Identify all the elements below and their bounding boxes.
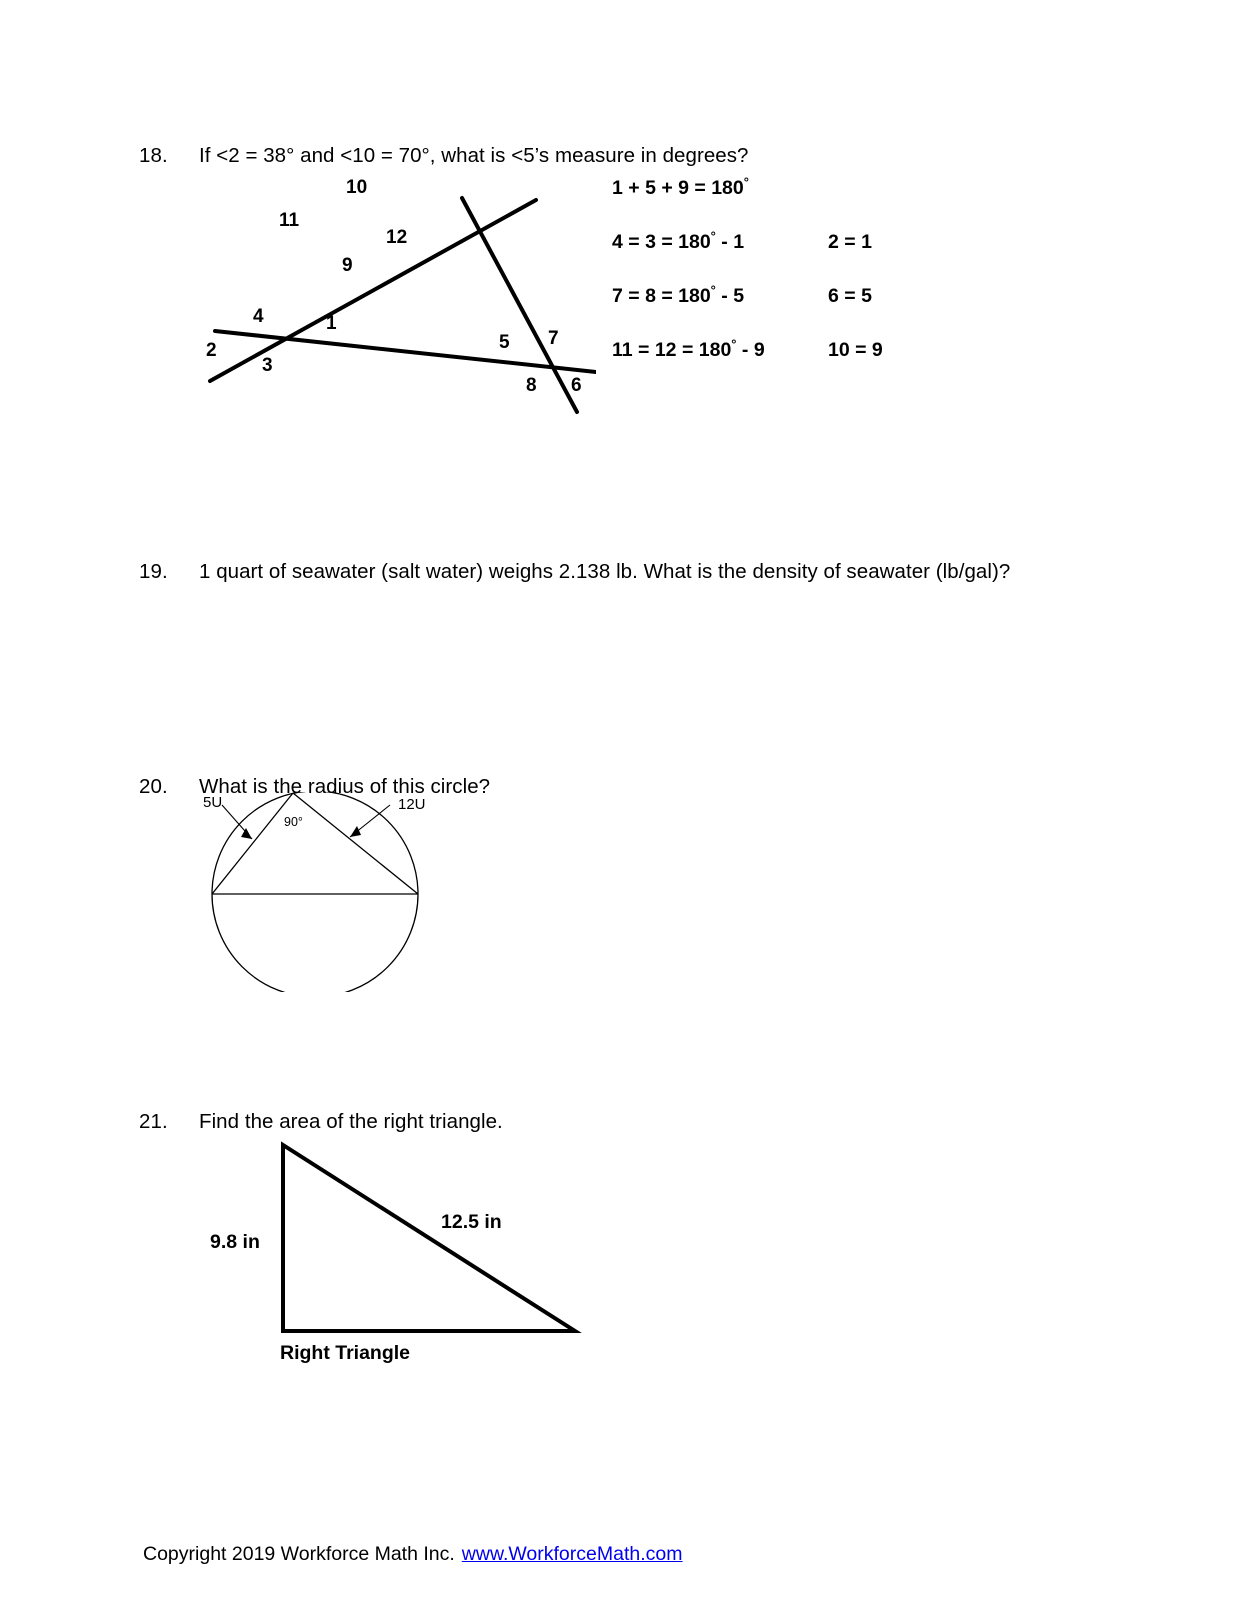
- equation-4-degree: °: [731, 336, 737, 352]
- equation-4-side: 10 = 9: [828, 339, 883, 361]
- equation-row-1: [612, 174, 942, 231]
- angle-label-8: 8: [526, 375, 537, 396]
- question-18-text: If <2 = 38° and <10 = 70°, what is <5’s measure in degrees?: [199, 144, 749, 167]
- equation-1-left: 1 + 5 + 9 = 180: [612, 177, 744, 199]
- triangle-caption: Right Triangle: [280, 1342, 411, 1364]
- question-21-figure: [200, 1136, 620, 1376]
- equation-4-left: 11 = 12 = 180: [612, 339, 732, 361]
- equation-row-4: [612, 336, 942, 393]
- angle-label-10: 10: [346, 177, 368, 198]
- question-18-figure: [196, 176, 596, 416]
- equation-2-side: 2 = 1: [828, 231, 872, 253]
- equation-3-left: 7 = 8 = 180: [612, 285, 711, 307]
- question-20-text: What is the radius of this circle?: [199, 775, 491, 798]
- angle-label-3: 3: [262, 355, 273, 376]
- triangle-height-label: 9.8 in: [210, 1231, 260, 1253]
- right-angle-label: 90°: [284, 815, 303, 829]
- angle-label-4: 4: [253, 306, 264, 327]
- equation-2-main: [612, 228, 745, 254]
- equation-4-main: [612, 336, 765, 362]
- leg-a-label: 5U: [203, 794, 223, 811]
- equation-2-degree: °: [710, 228, 716, 244]
- triangle-hypotenuse-label: 12.5 in: [441, 1211, 502, 1233]
- angle-label-5: 5: [499, 332, 510, 353]
- equation-2-left: 4 = 3 = 180: [612, 231, 711, 253]
- angle-label-1: 1: [326, 313, 337, 334]
- equation-row-3: [612, 282, 942, 339]
- equation-3-main: [612, 282, 745, 308]
- angle-label-11: 11: [279, 210, 300, 231]
- equation-row-2: [612, 228, 942, 285]
- angle-label-2: 2: [206, 340, 217, 361]
- right-triangle-diagram: [200, 1136, 620, 1376]
- equation-2-right: - 1: [715, 231, 745, 253]
- equation-1-main: [612, 174, 749, 200]
- website-link[interactable]: www.WorkforceMath.com: [461, 1543, 683, 1565]
- angle-label-6: 6: [571, 375, 582, 396]
- leg-b-label: 12U: [398, 796, 426, 813]
- equation-4-right: - 9: [736, 339, 765, 361]
- equation-3-right: - 5: [715, 285, 745, 307]
- angle-label-7: 7: [548, 328, 559, 349]
- equation-3-side: 6 = 5: [828, 285, 872, 307]
- footer: [143, 1541, 682, 1567]
- equation-3-degree: °: [710, 282, 716, 298]
- circle-diagram: [190, 792, 440, 992]
- angle-label-12: 12: [386, 227, 408, 248]
- question-21: [139, 1107, 939, 1137]
- question-20-number: 20.: [139, 775, 168, 798]
- question-19-number: 19.: [139, 560, 168, 583]
- question-18: [139, 141, 1099, 171]
- question-18-number: 18.: [139, 144, 168, 167]
- equation-1-degree: °: [743, 174, 749, 190]
- copyright-text: Copyright 2019 Workforce Math Inc.: [143, 1543, 455, 1565]
- question-18-equations: [612, 174, 942, 393]
- question-19-text: 1 quart of seawater (salt water) weighs 2.138 lb. What is the density of seawater (lb/gal)?: [199, 560, 1011, 583]
- question-19: [139, 557, 1099, 587]
- question-21-text: Find the area of the right triangle.: [199, 1110, 503, 1133]
- question-20-figure: [190, 792, 440, 992]
- angle-label-9: 9: [342, 255, 353, 276]
- question-21-number: 21.: [139, 1110, 168, 1133]
